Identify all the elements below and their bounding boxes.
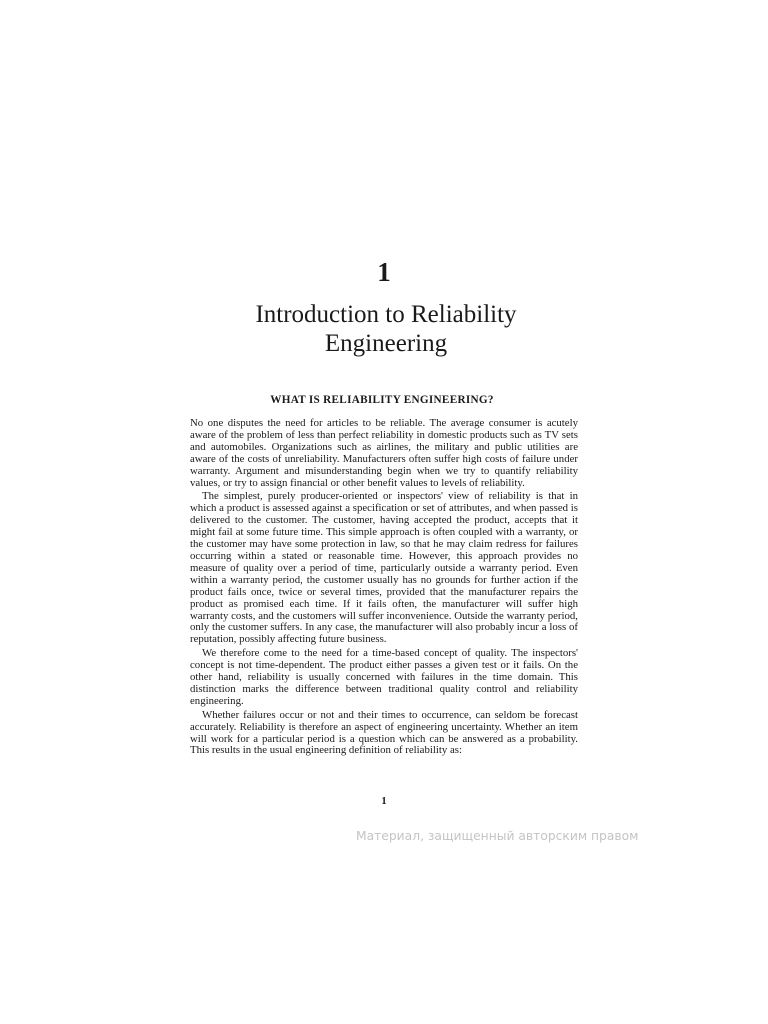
copyright-watermark: Материал, защищенный авторским правом [356, 829, 639, 843]
chapter-title [0, 300, 768, 358]
page-number: 1 [381, 796, 387, 807]
chapter-number: 1 [377, 257, 391, 287]
chapter-title-line-2: Engineering [324, 330, 448, 357]
body-text [190, 418, 578, 759]
paragraph: We therefore come to the need for a time-based concept of quality. The inspectors' concept is not time-dependent. The product either passes a given test or it fails. On the other hand, reliability is usually concerned with failures in the time domain. This distinction marks the difference between traditional quality control and reliability engineering. [190, 647, 578, 707]
chapter-title-line-1: Introduction to Reliability [255, 301, 517, 328]
section-heading: WHAT IS RELIABILITY ENGINEERING? [270, 394, 494, 406]
paragraph: No one disputes the need for articles to be reliable. The average consumer is acutely aware of the problem of less than perfect reliability in domestic products such as TV sets and automobiles. Organizations such as airlines, the military and public utilities are aware of the costs of unreliability. Manufacturers often suffer high costs of failure under warranty. Argument and misunderstanding begin when we try to quantify reliability values, or try to assign financial or other benefit values to levels of reliability. [190, 417, 578, 489]
paragraph: Whether failures occur or not and their times to occurrence, can seldom be forecast accurately. Reliability is therefore an aspect of engineering uncertainty. Whether an item will work for a particular period is a question which can be answered as a probability. This results in the usual engineering definition of reliability as: [190, 708, 578, 757]
paragraph: The simplest, purely producer-oriented or inspectors' view of reliability is that in which a product is assessed against a specification or set of attributes, and when passed is delivered to the customer. The customer, having accepted the product, accepts that it might fail at some future time. This simple approach is often coupled with a warranty, or the customer may have some protection in law, so that he may claim redress for failures occurring within a stated or reasonable time. However, this approach provides no measure of quality over a period of time, particularly outside a warranty period. Even within a warranty period, the customer usually has no grounds for further action if the product fails once, twice or several times, provided that the manufacturer repairs the product as promised each time. If it fails often, the manufacturer will suffer high warranty costs, and the customers will suffer inconvenience. Outside the warranty period, only the customer suffers. In any case, the manufacturer will also probably incur a loss of reputation, possibly affecting future business. [190, 490, 578, 646]
